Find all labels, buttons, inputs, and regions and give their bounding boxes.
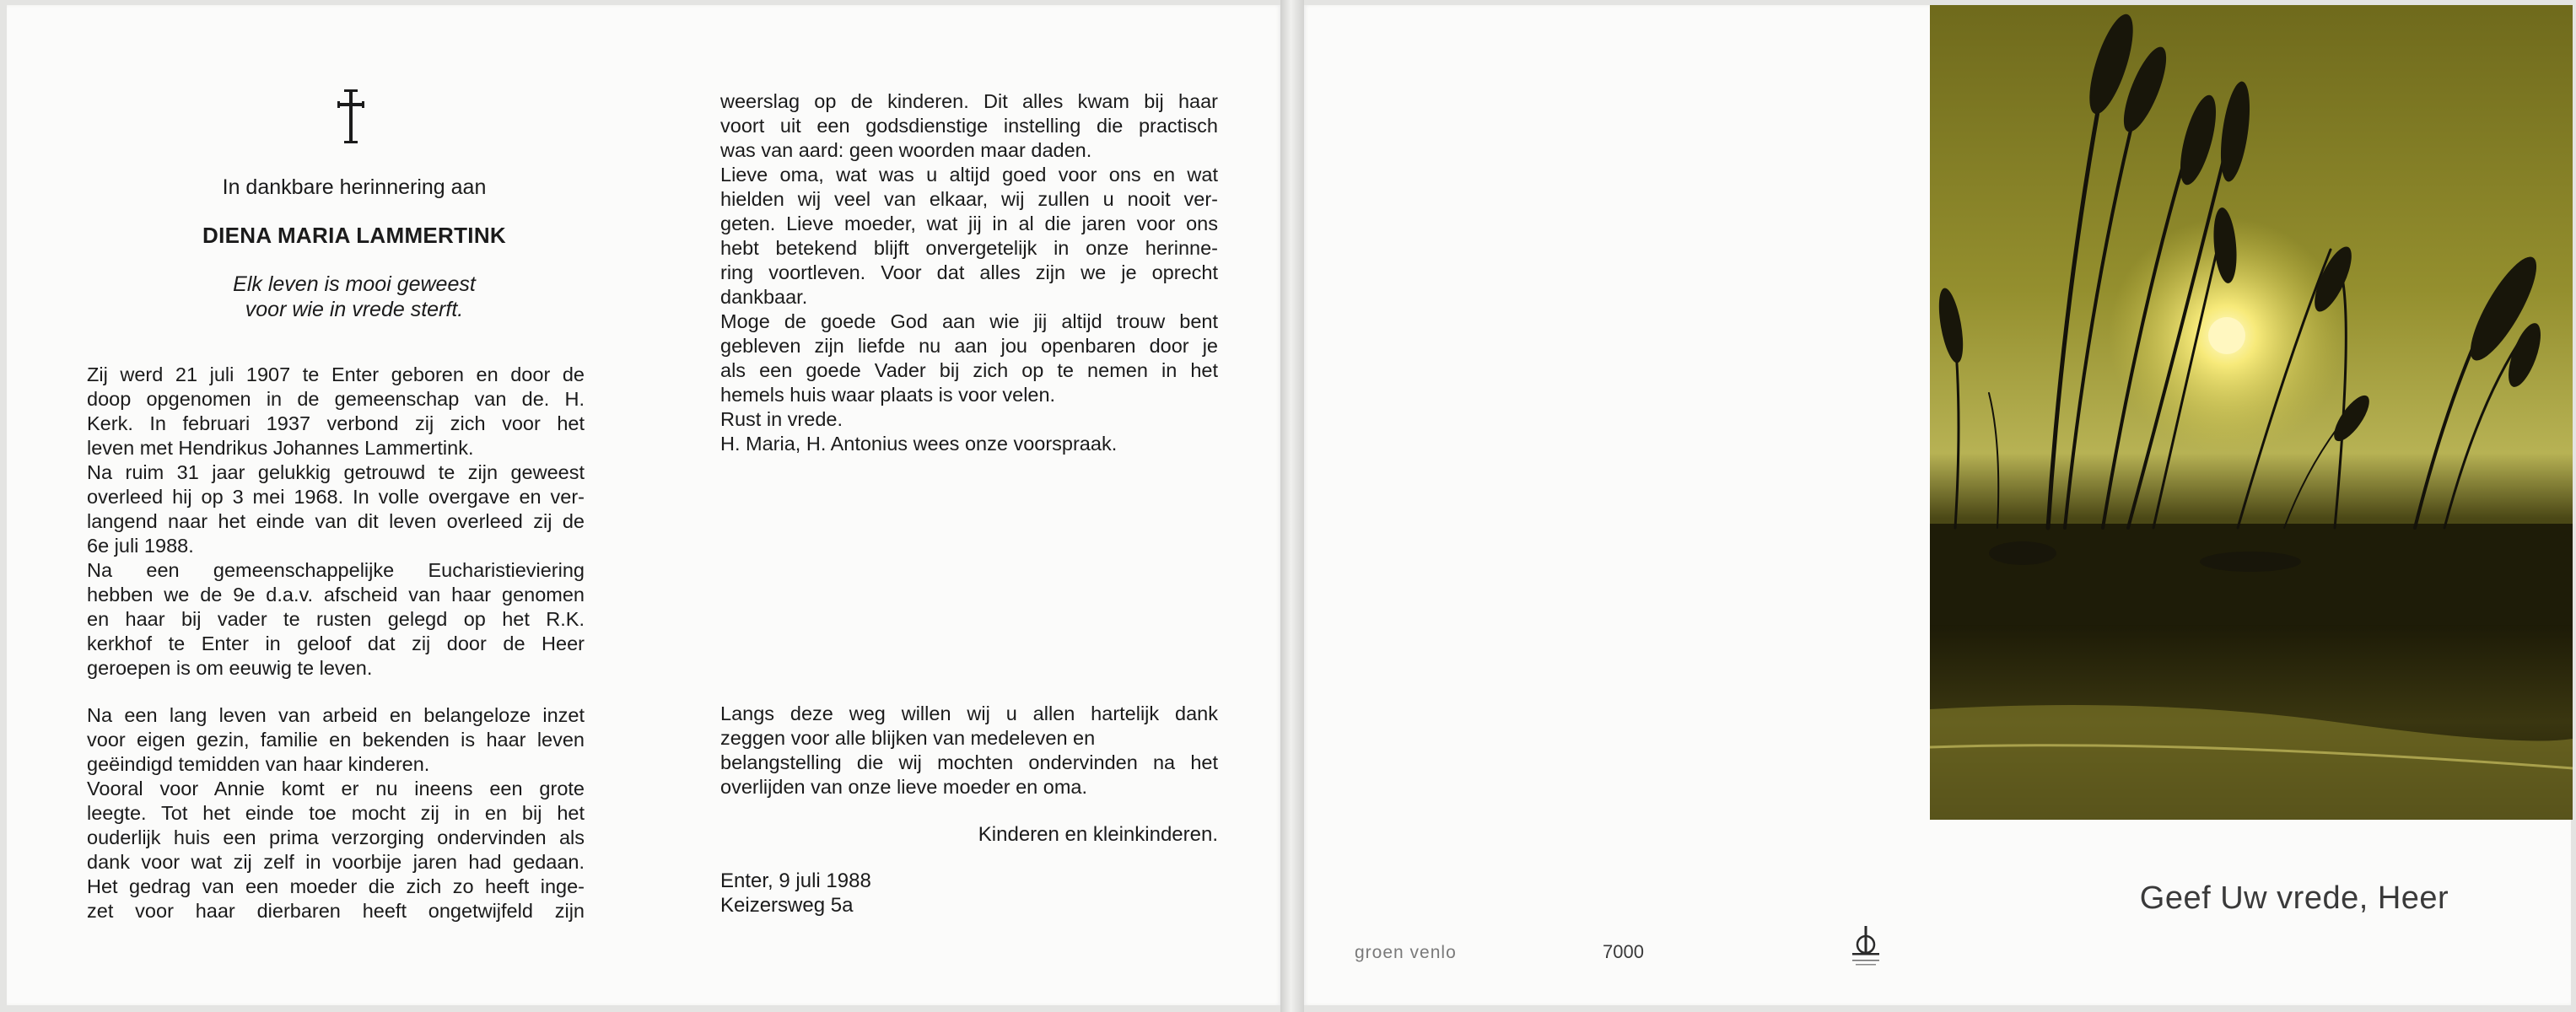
- text-line: weerslag op de kinderen. Dit alles kwam bij haar: [720, 90, 1218, 112]
- cross-icon: [300, 84, 401, 152]
- text-line: ring voortleven. Voor dat alles zijn we je oprecht: [720, 261, 1218, 283]
- text-line: Zij werd 21 juli 1907 te Enter geboren en door de: [87, 363, 585, 385]
- text-line: belangstelling die wij mochten ondervinden na het: [720, 751, 1218, 773]
- text-line: Na een gemeenschappelijke Eucharistieviering: [87, 559, 585, 581]
- text-line: leegte. Tot het einde toe mocht zij in en bij het: [87, 802, 585, 824]
- biography-paragraph: [87, 703, 585, 923]
- text-line: overleed hij op 3 mei 1968. In volle overgave en ver-: [87, 486, 585, 508]
- motto-line: Elk leven is mooi geweest: [233, 272, 476, 296]
- text-line: voor eigen gezin, familie en bekenden is haar leven: [87, 729, 585, 751]
- text-line: Rust in vrede.: [720, 408, 843, 430]
- text-line: kerkhof te Enter in geloof dat zij door de Heer: [87, 632, 585, 654]
- text-line: Lieve oma, wat was u altijd goed voor ons en wat: [720, 164, 1218, 186]
- text-line: langend naar het einde van dit leven overleed zij de: [87, 510, 585, 532]
- text-line: Langs deze weg willen wij u allen hartelijk dank: [720, 702, 1218, 724]
- text-line: overlijden van onze lieve moeder en oma.: [720, 776, 1088, 798]
- text-line: H. Maria, H. Antonius wees onze voorspraak.: [720, 433, 1118, 455]
- text-line: was van aard: geen woorden maar daden.: [720, 139, 1092, 161]
- text-line: als een goede Vader bij zich op te nemen in het: [720, 359, 1218, 381]
- text-line: 6e juli 1988.: [87, 535, 194, 557]
- thanks-paragraph: [720, 702, 1218, 799]
- text-line: zet voor haar dierbaren heeft ongetwijfeld zijn: [87, 900, 585, 922]
- text-line: zeggen voor alle blijken van medeleven en: [720, 727, 1096, 749]
- motto: [135, 272, 574, 322]
- text-line: voort uit een godsdienstige instelling die practisch: [720, 115, 1218, 137]
- text-line: dankbaar.: [720, 286, 808, 308]
- text-line: gebleven zijn liefde nu aan jou openbaren door je: [720, 335, 1218, 357]
- printer-imprint: groen venlo: [1355, 943, 1457, 962]
- place-and-address: [720, 869, 1058, 918]
- deceased-name: DIENA MARIA LAMMERTINK: [202, 223, 506, 248]
- text-line: Vooral voor Annie komt er nu ineens een grote: [87, 778, 585, 799]
- text-line: hemels huis waar plaats is voor velen.: [720, 384, 1056, 406]
- text-line: doop opgenomen in de gemeenschap van de. H.: [87, 388, 585, 410]
- family-signature: Kinderen en kleinkinderen.: [978, 823, 1218, 846]
- text-line: leven met Hendrikus Johannes Lammertink.: [87, 437, 474, 459]
- place-date: Enter, 9 juli 1988: [720, 869, 871, 892]
- publisher-logo-icon: [1840, 923, 1891, 973]
- text-line: Na ruim 31 jaar gelukkig getrouwd te zijn geweest: [87, 461, 585, 483]
- card-fold: [1280, 0, 1304, 1012]
- text-line: Kerk. In februari 1937 verbond zij zich voor het: [87, 412, 585, 434]
- sunset-reeds-photo: [1930, 5, 2573, 820]
- text-line: hebben we de 9e d.a.v. afscheid van haar genomen: [87, 584, 585, 606]
- text-line: hielden wij veel van elkaar, wij zullen u nooit ver-: [720, 188, 1218, 210]
- verse-caption: Geef Uw vrede, Heer: [2139, 880, 2449, 916]
- text-line: Het gedrag van een moeder die zich zo heeft inge-: [87, 875, 585, 897]
- address: Keizersweg 5a: [720, 894, 854, 917]
- text-line: ouderlijk huis een prima verzorging ondervinden als: [87, 826, 585, 848]
- product-code: 7000: [1603, 941, 1644, 962]
- text-line: Moge de goede God aan wie jij altijd trouw bent: [720, 310, 1218, 332]
- text-line: geëindigd temidden van haar kinderen.: [87, 753, 430, 775]
- biography-paragraph: [87, 363, 585, 681]
- text-line: dank voor wat zij zelf in voorbije jaren had gedaan.: [87, 851, 585, 873]
- text-line: geten. Lieve moeder, wat jij in al die jaren voor ons: [720, 213, 1218, 234]
- text-line: en haar bij vader te rusten gelegd op het R.K.: [87, 608, 585, 630]
- motto-line: voor wie in vrede sterft.: [245, 298, 464, 321]
- text-line: Na een lang leven van arbeid en belangeloze inzet: [87, 704, 585, 726]
- tribute-paragraph: [720, 89, 1218, 456]
- text-line: geroepen is om eeuwig te leven.: [87, 657, 373, 679]
- dedication-intro: In dankbare herinnering aan: [222, 175, 487, 199]
- text-line: hebt betekend blijft onvergetelijk in onze herinne-: [720, 237, 1218, 259]
